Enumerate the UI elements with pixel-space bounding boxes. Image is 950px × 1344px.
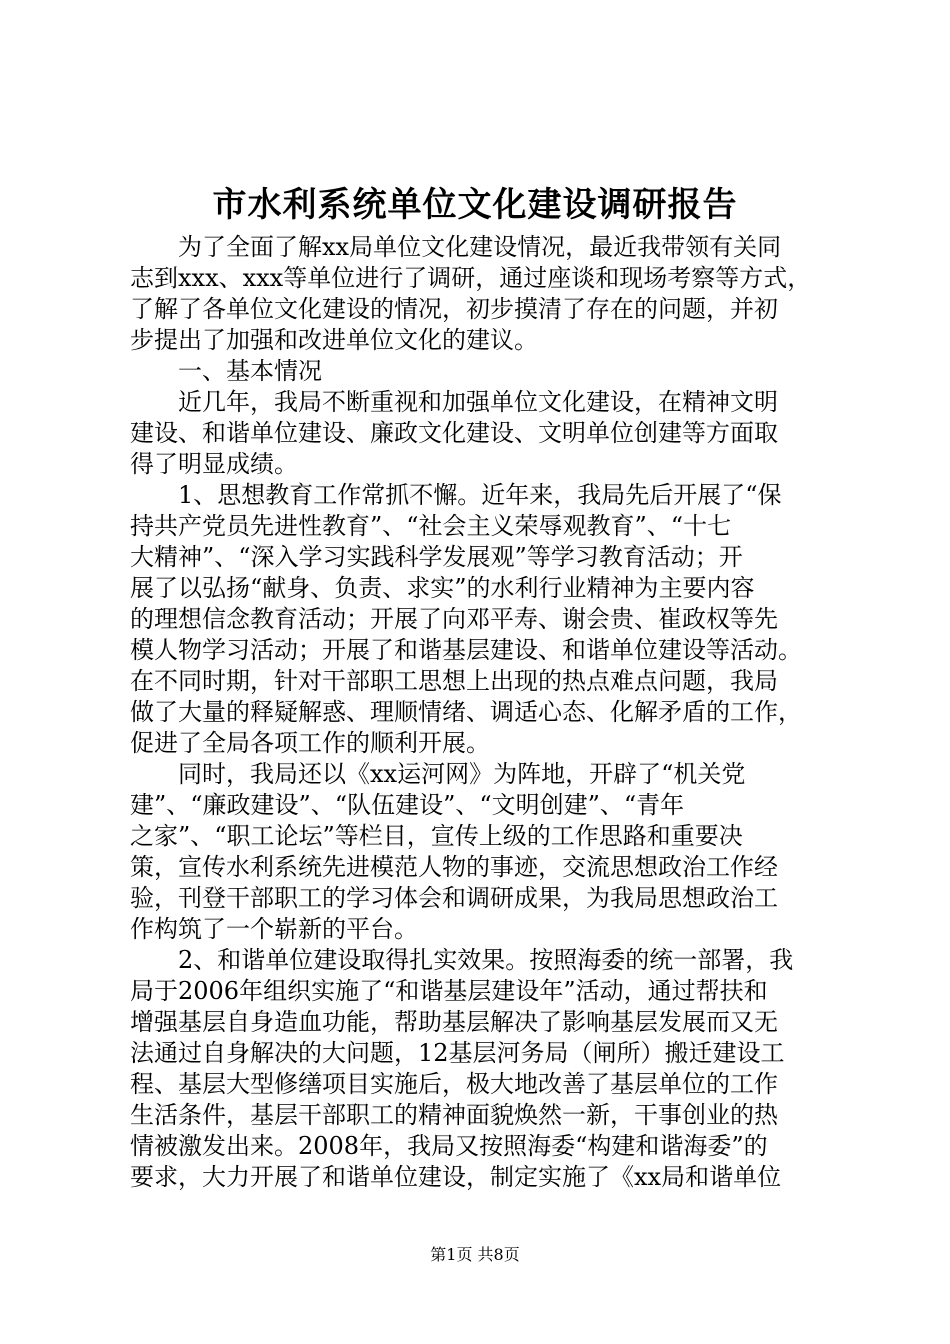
body-line: 近几年，我局不断重视和加强单位文化建设，在精神文明 — [178, 388, 778, 416]
body-line: 步提出了加强和改进单位文化的建议。 — [130, 326, 538, 354]
body-line: 2、和谐单位建设取得扎实效果。按照海委的统一部署，我 — [178, 946, 794, 974]
document-title: 市水利系统单位文化建设调研报告 — [212, 185, 738, 225]
document-body — [130, 232, 830, 1193]
body-line: 展了以弘扬“献身、负责、求实”的水利行业精神为主要内容 — [130, 574, 755, 602]
body-line: 情被激发出来。2008年，我局又按照海委“构建和谐海委”的 — [130, 1132, 768, 1160]
body-line: 为了全面了解xx局单位文化建设情况，最近我带领有关同 — [178, 233, 782, 261]
body-line: 模人物学习活动；开展了和谐基层建设、和谐单位建设等活动。 — [130, 636, 802, 664]
body-line: 局于2006年组织实施了“和谐基层建设年”活动，通过帮扶和 — [130, 977, 768, 1005]
body-line: 同时，我局还以《xx运河网》为阵地，开辟了“机关党 — [178, 760, 746, 788]
body-line: 验，刊登干部职工的学习体会和调研成果，为我局思想政治工 — [130, 884, 778, 912]
body-line: 持共产党员先进性教育”、“社会主义荣辱观教育”、“十七 — [130, 512, 732, 540]
body-line: 策，宣传水利系统先进模范人物的事迹，交流思想政治工作经 — [130, 853, 778, 881]
body-line: 的理想信念教育活动；开展了向邓平寿、谢会贵、崔政权等先 — [130, 605, 778, 633]
body-line: 生活条件，基层干部职工的精神面貌焕然一新，干事创业的热 — [130, 1101, 778, 1129]
body-line: 增强基层自身造血功能，帮助基层解决了影响基层发展而又无 — [130, 1008, 778, 1036]
body-line: 程、基层大型修缮项目实施后，极大地改善了基层单位的工作 — [130, 1070, 778, 1098]
body-line: 建设、和谐单位建设、廉政文化建设、文明单位创建等方面取 — [130, 419, 778, 447]
body-line: 做了大量的释疑解惑、理顺情绪、调适心态、化解矛盾的工作， — [130, 698, 802, 726]
body-line: 之家”、“职工论坛”等栏目，宣传上级的工作思路和重要决 — [130, 822, 743, 850]
body-line: 了解了各单位文化建设的情况，初步摸清了存在的问题，并初 — [130, 295, 778, 323]
body-line: 大精神”、“深入学习实践科学发展观”等学习教育活动；开 — [130, 543, 743, 571]
body-line: 1、思想教育工作常抓不懈。近年来，我局先后开展了“保 — [178, 481, 782, 509]
body-line: 促进了全局各项工作的顺利开展。 — [130, 729, 490, 757]
page-number-footer: 第1页 共8页 — [430, 1245, 520, 1264]
body-line: 建”、“廉政建设”、“队伍建设”、“文明创建”、“青年 — [130, 791, 685, 819]
section-heading: 一、基本情况 — [178, 357, 322, 385]
body-line: 作构筑了一个崭新的平台。 — [130, 915, 418, 943]
body-line: 志到xxx、xxx等单位进行了调研，通过座谈和现场考察等方式， — [130, 264, 812, 292]
body-line: 在不同时期，针对干部职工思想上出现的热点难点问题，我局 — [130, 667, 778, 695]
body-line: 要求，大力开展了和谐单位建设，制定实施了《xx局和谐单位 — [130, 1163, 782, 1191]
body-line: 得了明显成绩。 — [130, 450, 298, 478]
body-line: 法通过自身解决的大问题，12基层河务局（闸所）搬迁建设工 — [130, 1039, 785, 1067]
